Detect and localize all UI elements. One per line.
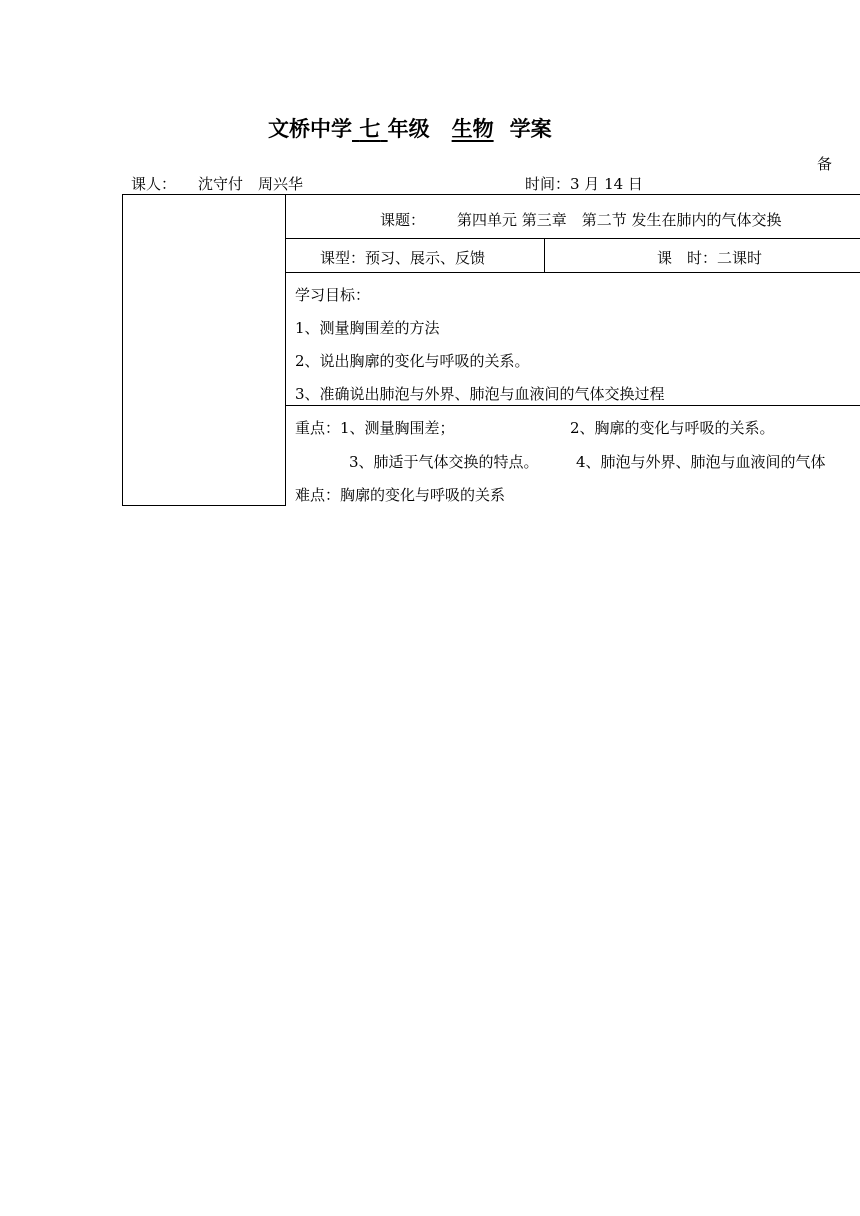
objective-item: 1、测量胸围差的方法 (295, 319, 440, 337)
school-name: 文桥中学 (268, 116, 352, 141)
table-cell-divider (544, 238, 545, 273)
teacher-label: 课人： (131, 175, 177, 193)
doc-type: 学案 (509, 116, 552, 141)
table-column-divider (285, 194, 286, 506)
key-point: 2、胸廓的变化与呼吸的关系。 (570, 419, 775, 437)
key-point: 3、肺适于气体交换的特点。 (349, 453, 539, 471)
table-border-top (122, 194, 860, 195)
key-point: 4、肺泡与外界、肺泡与血液间的气体 (576, 453, 826, 471)
objective-item: 3、准确说出肺泡与外界、肺泡与血液间的气体交换过程 (295, 385, 665, 403)
lesson-date: 时间：3 月 14 日 (525, 175, 643, 193)
table-rule (285, 272, 860, 273)
page-title (268, 114, 552, 144)
objectives-heading: 学习目标： (295, 286, 371, 304)
subject-value: 生物 (451, 116, 494, 141)
objective-item: 2、说出胸廓的变化与呼吸的关系。 (295, 352, 530, 370)
key-point: 重点：1、测量胸围差； (295, 419, 455, 437)
bei-char: 备 (817, 155, 833, 173)
lesson-duration: 课 时：二课时 (657, 249, 763, 267)
topic-title: 第四单元 第三章 第二节 发生在肺内的气体交换 (457, 211, 782, 229)
teacher-names: 沈守付 周兴华 (198, 175, 304, 193)
grade-suffix: 年级 (387, 116, 430, 141)
lesson-type: 课型：预习、展示、反馈 (320, 249, 486, 267)
topic-label: 课题： (380, 211, 426, 229)
difficulty-point: 难点：胸廓的变化与呼吸的关系 (295, 486, 506, 504)
table-rule (285, 238, 860, 239)
table-border-bottom (122, 505, 286, 506)
table-rule (285, 405, 860, 406)
grade-value: 七 (359, 116, 381, 141)
table-border-left (122, 194, 123, 506)
